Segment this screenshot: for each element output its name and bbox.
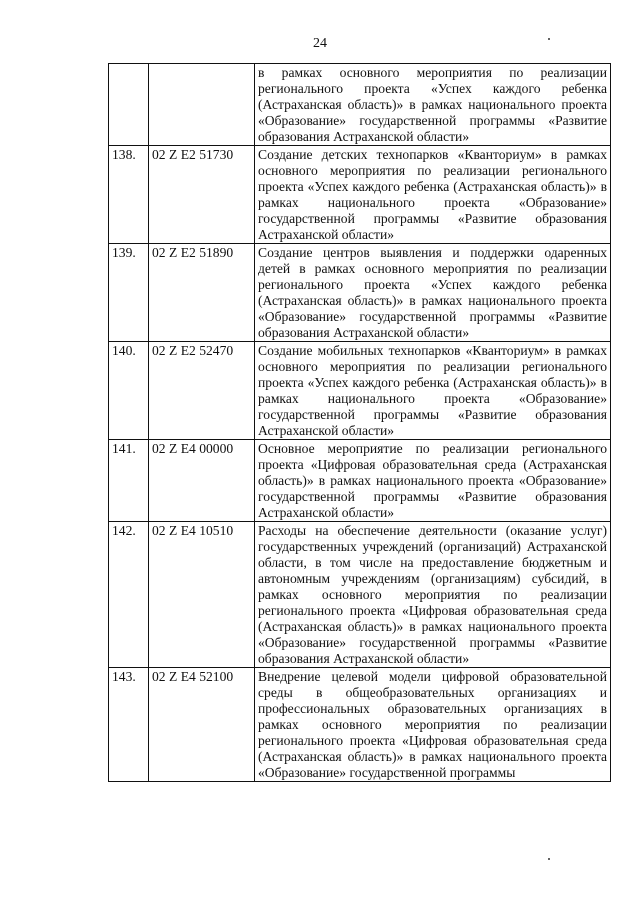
table-row xyxy=(109,440,611,522)
row-number: 138. xyxy=(109,146,149,244)
table-row xyxy=(109,64,611,146)
table-row xyxy=(109,244,611,342)
row-description: Расходы на обеспечение деятельности (оказание услуг) государственных учреждений (организаций) Астраханской области, в том числе на предоставление бюджетным и автономным учреждениям (организациям) субсидий, в рамках основного мероприятия по реализации регионального проекта «Цифровая образовательная среда (Астраханская область)» в рамках национального проекта «Образование» государственной программы «Развитие образования Астраханской области» xyxy=(255,522,611,668)
budget-classification-table xyxy=(108,63,611,782)
row-description: Создание мобильных технопарков «Кванториум» в рамках основного мероприятия по реализации регионального проекта «Успех каждого ребенка (Астраханская область)» в рамках национального проекта «Образование» государственной программы «Развитие образования Астраханской области» xyxy=(255,342,611,440)
row-code: 02 Z E2 51730 xyxy=(149,146,255,244)
row-code xyxy=(149,64,255,146)
scan-speck xyxy=(548,38,550,40)
row-code: 02 Z E4 10510 xyxy=(149,522,255,668)
row-number: 140. xyxy=(109,342,149,440)
row-number: 143. xyxy=(109,668,149,782)
row-number: 139. xyxy=(109,244,149,342)
row-code: 02 Z E4 52100 xyxy=(149,668,255,782)
table-row xyxy=(109,522,611,668)
row-number: 142. xyxy=(109,522,149,668)
table-row xyxy=(109,668,611,782)
row-code: 02 Z E2 52470 xyxy=(149,342,255,440)
table-row xyxy=(109,342,611,440)
row-description: Внедрение целевой модели цифровой образовательной среды в общеобразовательных организациях и профессиональных образовательных организациях в рамках основного мероприятия по реализации регионального проекта «Цифровая образовательная среда (Астраханская область)» в рамках национального проекта «Образование» государственной программы xyxy=(255,668,611,782)
row-description: в рамках основного мероприятия по реализации регионального проекта «Успех каждого ребенка (Астраханская область)» в рамках национального проекта «Образование» государственной программы «Развитие образования Астраханской области» xyxy=(255,64,611,146)
row-description: Создание центров выявления и поддержки одаренных детей в рамках основного мероприятия по реализации регионального проекта «Успех каждого ребенка (Астраханская область)» в рамках национального проекта «Образование» государственной программы «Развитие образования Астраханской области» xyxy=(255,244,611,342)
row-description: Основное мероприятие по реализации регионального проекта «Цифровая образовательная среда (Астраханская область)» в рамках национального проекта «Образование» государственной программы «Развитие образования Астраханской области» xyxy=(255,440,611,522)
page-number: 24 xyxy=(313,36,327,51)
row-code: 02 Z E4 00000 xyxy=(149,440,255,522)
row-code: 02 Z E2 51890 xyxy=(149,244,255,342)
scan-speck xyxy=(548,858,550,860)
row-number xyxy=(109,64,149,146)
row-number: 141. xyxy=(109,440,149,522)
row-description: Создание детских технопарков «Кванториум» в рамках основного мероприятия по реализации регионального проекта «Успех каждого ребенка (Астраханская область)» в рамках национального проекта «Образование» государственной программы «Развитие образования Астраханской области» xyxy=(255,146,611,244)
table-row xyxy=(109,146,611,244)
